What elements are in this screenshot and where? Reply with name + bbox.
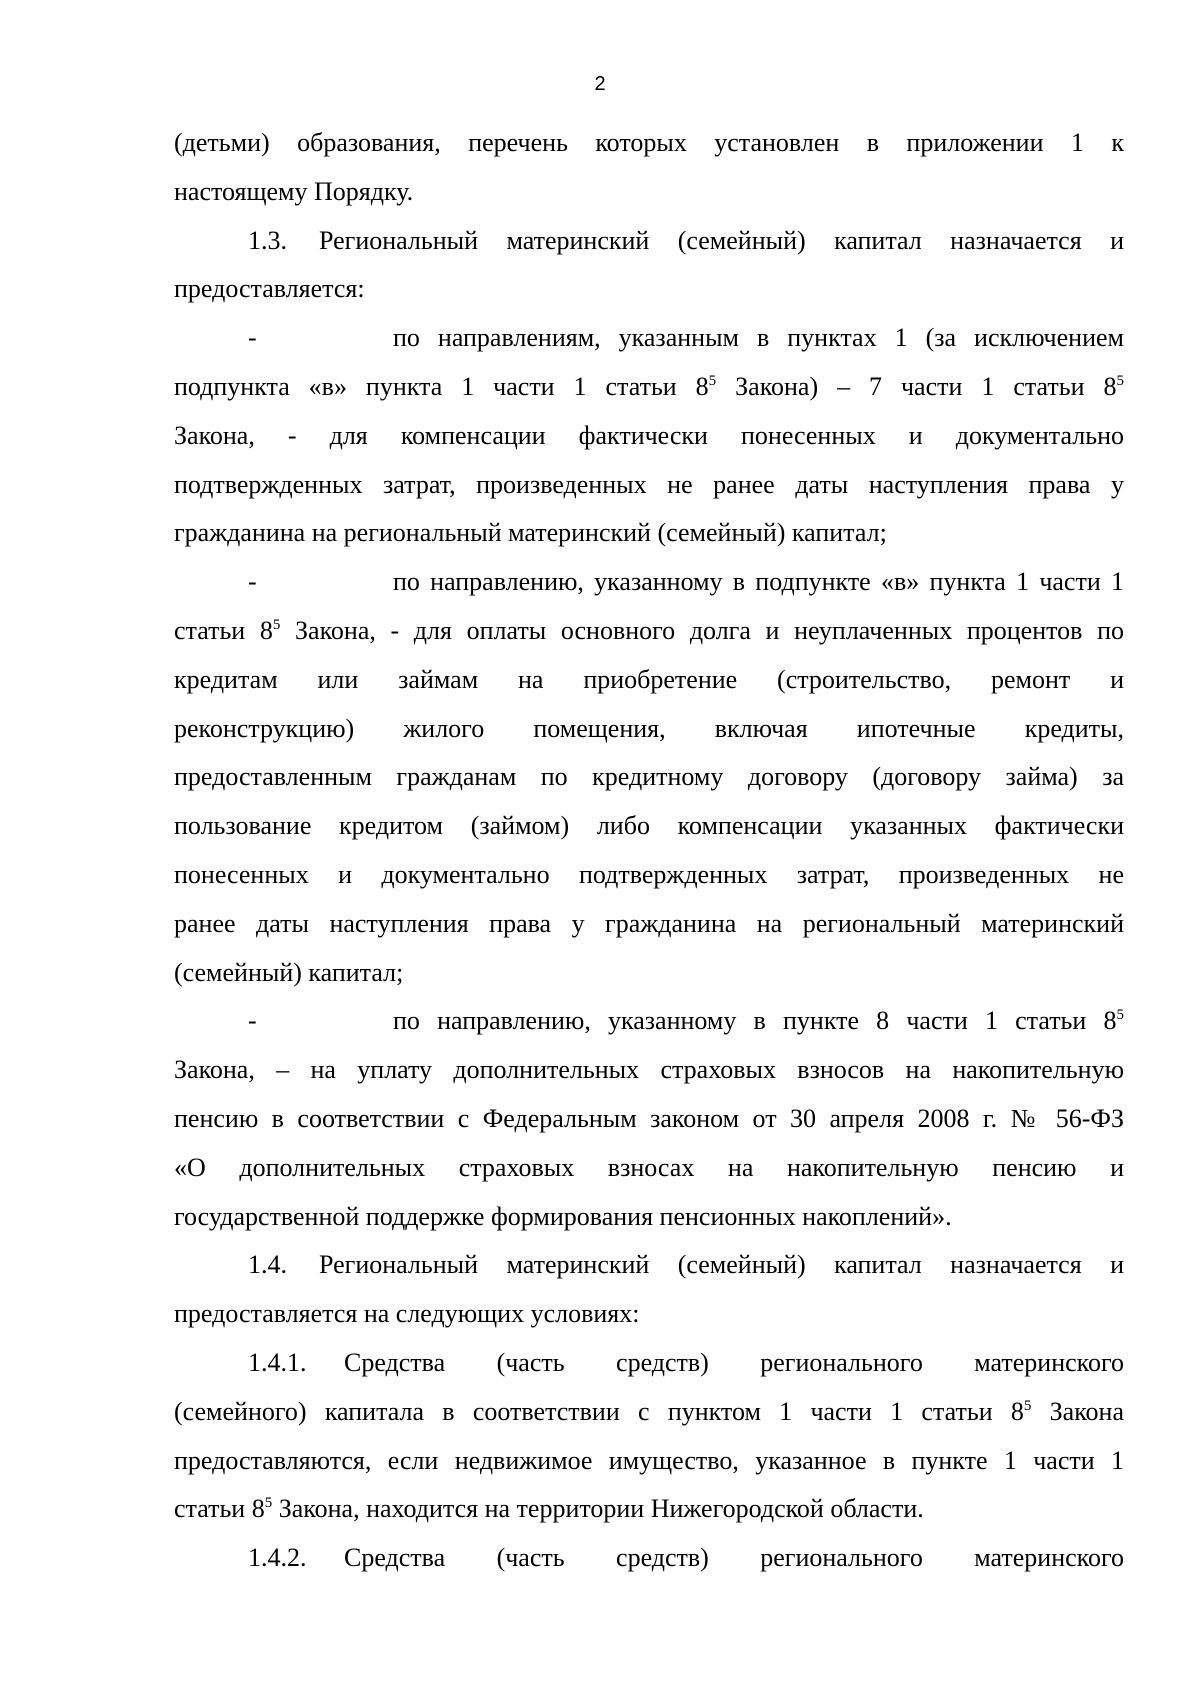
text-line: предоставляются, если недвижимое имущество, указанное в пункте 1 части 1 <box>174 1445 1124 1475</box>
text-line: Закона, – на уплату дополнительных страховых взносов на накопительную <box>174 1055 1124 1085</box>
text-line: настоящему Порядку. <box>174 176 414 206</box>
text-span: статьи 8 <box>174 1494 265 1524</box>
text-line: пенсию в соответствии с Федеральным законом от 30 апреля 2008 г. № 56-ФЗ <box>174 1103 1124 1133</box>
text-span: Закона <box>1031 1396 1124 1426</box>
text-line: предоставляется на следующих условиях: <box>174 1299 640 1329</box>
text-span: (семейного) капитала в соответствии с пунктом 1 части 1 статьи 8 <box>174 1396 1024 1426</box>
text-line <box>174 1534 1124 1583</box>
dash-marker: - <box>248 323 257 353</box>
text-line: ранее даты наступления права у гражданина на региональный материнский <box>174 908 1124 938</box>
clause-number: 1.4.1. <box>248 1347 307 1377</box>
superscript: 5 <box>1116 372 1124 389</box>
list-item-3 <box>174 997 1124 1241</box>
text-span: Закона, - для оплаты основного долга и неуплаченных процентов по <box>280 615 1124 645</box>
text-line <box>174 1388 1124 1437</box>
superscript: 5 <box>264 1495 273 1512</box>
text-line <box>174 558 1124 607</box>
superscript: 5 <box>708 372 717 389</box>
text-line: (детьми) образования, перечень которых установлен в приложении 1 к <box>174 128 1124 157</box>
bullet-text: по направлению, указанному в подпункте «в» пункта 1 части 1 <box>393 567 1124 597</box>
text-span: статьи 8 <box>174 615 273 645</box>
clause-number: 1.3. <box>248 225 287 255</box>
paragraph-continuation <box>174 119 1124 217</box>
text-line: подтвержденных затрат, произведенных не ранее даты наступления права у <box>174 469 1124 499</box>
text-line <box>174 607 1124 656</box>
bullet-text: по направлению, указанному в пункте 8 части 1 статьи 8 <box>393 1006 1117 1036</box>
text-line <box>174 314 1124 363</box>
text-line: Закона, - для компенсации фактически понесенных и документально <box>174 420 1124 450</box>
bullet-text: по направлениям, указанным в пунктах 1 (за исключением <box>393 323 1124 353</box>
clause-number: 1.4. <box>248 1250 287 1280</box>
dash-marker: - <box>248 567 257 597</box>
paragraph-1-3 <box>174 217 1124 315</box>
text-line: предоставляется: <box>174 274 365 304</box>
text-line: понесенных и документально подтвержденных затрат, произведенных не <box>174 859 1124 889</box>
text-line <box>174 997 1124 1046</box>
text-line <box>174 1485 1124 1534</box>
text-line: пользование кредитом (займом) либо компенсации указанных фактически <box>174 811 1124 841</box>
text-line: (семейный) капитал; <box>174 957 404 987</box>
list-item-2 <box>174 558 1124 997</box>
text-span: Закона) – 7 части 1 статьи 8 <box>716 371 1117 401</box>
superscript: 5 <box>272 616 281 633</box>
text-line <box>174 1241 1124 1290</box>
text-line <box>174 363 1124 412</box>
superscript: 5 <box>1116 1007 1124 1024</box>
clause-text: Средства (часть средств) регионального материнского <box>344 1347 1124 1377</box>
text-line <box>174 1339 1124 1388</box>
clause-text: Региональный материнский (семейный) капитал назначается и <box>319 1250 1124 1280</box>
paragraph-1-4-2 <box>174 1534 1124 1583</box>
clause-text: Региональный материнский (семейный) капитал назначается и <box>319 225 1124 255</box>
list-item-1 <box>174 314 1124 558</box>
text-span: подпункта «в» пункта 1 части 1 статьи 8 <box>174 371 709 401</box>
document-body <box>174 119 1124 1583</box>
text-line: государственной поддержке формирования пенсионных накоплений». <box>174 1201 952 1231</box>
dash-marker: - <box>248 1006 257 1036</box>
text-line: «О дополнительных страховых взносах на накопительную пенсию и <box>174 1152 1124 1182</box>
clause-text: Средства (часть средств) регионального материнского <box>344 1543 1124 1573</box>
paragraph-1-4-1 <box>174 1339 1124 1534</box>
text-line: гражданина на региональный материнский (семейный) капитал; <box>174 518 887 548</box>
paragraph-1-4 <box>174 1241 1124 1339</box>
text-span: Закона, находится на территории Нижегородской области. <box>272 1494 924 1524</box>
page-number: 2 <box>594 73 606 95</box>
superscript: 5 <box>1023 1397 1032 1414</box>
text-line: предоставленным гражданам по кредитному договору (договору займа) за <box>174 762 1124 792</box>
text-line <box>174 217 1124 266</box>
clause-number: 1.4.2. <box>248 1543 307 1573</box>
text-line: кредитам или займам на приобретение (строительство, ремонт и <box>174 664 1124 694</box>
text-line: реконструкцию) жилого помещения, включая ипотечные кредиты, <box>174 713 1124 743</box>
